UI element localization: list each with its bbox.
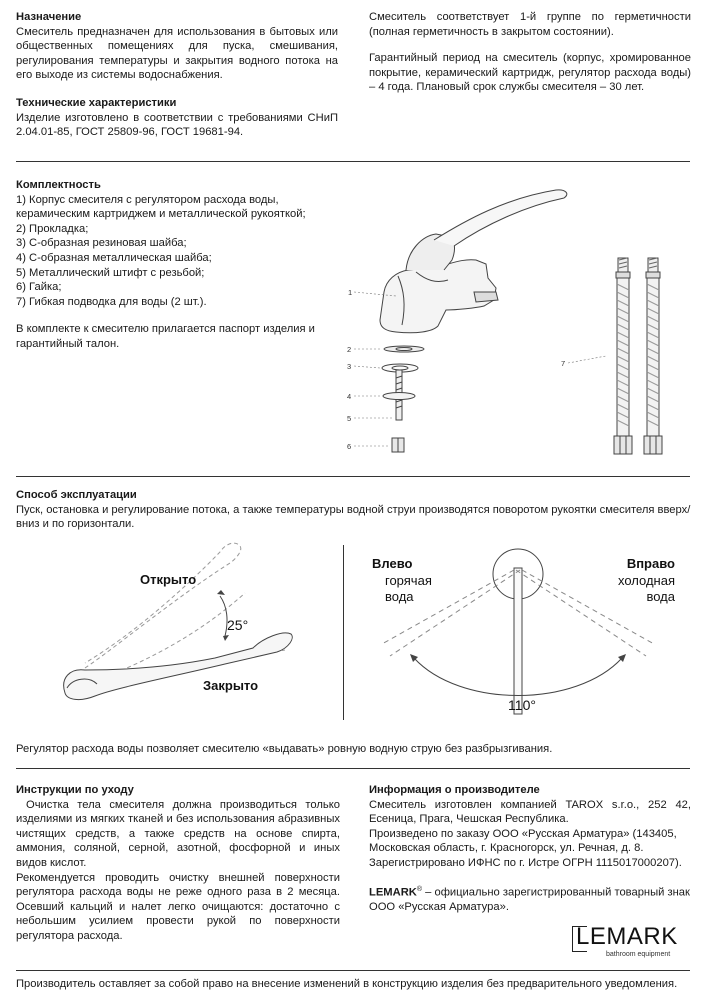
kit-item: 4) С-образная металлическая шайба; <box>16 251 212 264</box>
specs-title: Технические характеристики <box>16 96 177 109</box>
part-label: 5 <box>347 414 352 423</box>
specs-text: Изделие изготовлено в соответствии с требованиями СНиП 2.04.01-85, ГОСТ 25809-96, ГОСТ 19681-94. <box>16 111 338 139</box>
manufacturer-text-1: Смеситель изготовлен компанией TAROX s.r.o., 252 42, Есеница, Прага, Чешская Республика. <box>369 798 691 826</box>
brand-statement <box>369 883 691 915</box>
brand-name: LEMARK <box>369 886 417 899</box>
purpose-title: Назначение <box>16 11 82 23</box>
logo-subtitle: bathroom equipment <box>606 951 671 958</box>
open-label: Открыто <box>140 572 197 587</box>
kit-item: 2) Прокладка; <box>16 222 89 235</box>
logo-text: LEMARK <box>576 923 678 950</box>
flexible-hoses-illustration <box>614 258 662 454</box>
warranty-text: Гарантийный период на смеситель (корпус, хромированное покрытие, керамический картридж, регулятор расхода воды) – 4 года. Плановый срок службы смесителя – 30 лет. <box>369 52 691 94</box>
manufacturer-title: Информация о производителе <box>369 784 540 796</box>
left-title: Влево <box>372 556 413 571</box>
kit-section <box>16 178 326 352</box>
part-label: 6 <box>347 442 352 451</box>
care-title: Инструкции по уходу <box>16 784 134 796</box>
kit-item: 6) Гайка; <box>16 281 62 294</box>
purpose-section <box>16 10 338 140</box>
kit-item: 7) Гибкая подводка для воды (2 шт.). <box>16 295 207 308</box>
kit-note: В комплекте к смесителю прилагается паспорт изделия и гарантийный талон. <box>16 323 315 350</box>
usage-section <box>16 488 690 532</box>
kit-item: 3) С-образная резиновая шайба; <box>16 237 187 250</box>
usage-divider <box>343 545 344 720</box>
care-text-2: Рекомендуется проводить очистку внешней поверхности регулятора расхода воды не реже одного раза в 2 месяца. Осевший кальций и налет легко очищаются: достаточно с небольшим усилием провести рукой по поверхности регулятора расхода. <box>16 871 340 942</box>
manufacturer-text-2: Произведено по заказу ООО «Русская Арматура» (143405, Московская область, г. Красногорск, ул. Речная, д. 8. Зарегистрировано ИФНС по г. Истре ОГРН 1115017000207). <box>369 827 682 869</box>
part-label: 7 <box>561 359 566 368</box>
usage-title: Способ эксплуатации <box>16 489 137 501</box>
left-subtitle-2: вода <box>385 589 414 604</box>
usage-text: Пуск, остановка и регулирование потока, а также температуры водной струи производятся поворотом рукоятки смесителя вверх/вниз и по горизонтали. <box>16 503 691 531</box>
small-parts-illustration <box>382 346 424 452</box>
faucet-parts-diagram <box>336 180 676 460</box>
footer-note: Производитель оставляет за собой право на внесение изменений в конструкцию изделия без предварительного уведомления. <box>16 978 678 990</box>
divider-4 <box>16 970 690 971</box>
divider-3 <box>16 768 690 769</box>
right-title: Вправо <box>626 556 675 571</box>
part-label: 1 <box>348 288 353 297</box>
care-text-1: Очистка тела смесителя должна производиться только изделиями из мягких тканей и без использования абразивных чистящих средств, а также средств на основе спирта, аммония, соляной, серной, азотной, фосфорной и иных видов кислот. <box>16 798 340 869</box>
divider-1 <box>16 161 690 162</box>
right-subtitle-2: вода <box>646 589 675 604</box>
divider-2 <box>16 476 690 477</box>
kit-item: 5) Металлический штифт с резьбой; <box>16 266 205 279</box>
kit-item: 1) Корпус смесителя с регулятором расхода воды, керамическим картриджем и металлической рукояткой; <box>16 193 306 221</box>
brand-reg-mark: ® <box>416 885 423 893</box>
lemark-logo <box>572 924 692 960</box>
part-label: 4 <box>347 392 352 401</box>
flow-note: Регулятор расхода воды позволяет смесителю «выдавать» ровную водную струю без разбрызгивания. <box>16 743 553 755</box>
tightness-text: Смеситель соответствует 1-й группе по герметичности (полная герметичность в закрытом состоянии). <box>369 11 691 38</box>
closed-label: Закрыто <box>203 678 259 693</box>
part-label: 2 <box>347 345 352 354</box>
horizontal-angle-label: 110° <box>508 697 536 713</box>
purpose-text: Смеситель предназначен для использования в бытовых или общественных помещениях для пуска, смешивания, регулирования температуры и закрытия водного потока на его выходе из системы водоснабжения. <box>16 25 338 82</box>
right-subtitle-1: холодная <box>617 573 675 588</box>
kit-title: Комплектность <box>16 179 101 191</box>
right-info-section <box>369 10 691 95</box>
horizontal-rotation-diagram <box>370 538 690 723</box>
vertical-angle-label: 25° <box>227 617 249 633</box>
brand-text: – официально зарегистрированный товарный знак ООО «Русская Арматура». <box>369 886 690 913</box>
vertical-rotation-diagram <box>55 538 330 718</box>
faucet-body-illustration <box>380 190 567 333</box>
left-subtitle-1: горячая <box>385 573 432 588</box>
manufacturer-section <box>369 783 691 914</box>
part-label: 3 <box>347 362 352 371</box>
care-section <box>16 783 340 944</box>
